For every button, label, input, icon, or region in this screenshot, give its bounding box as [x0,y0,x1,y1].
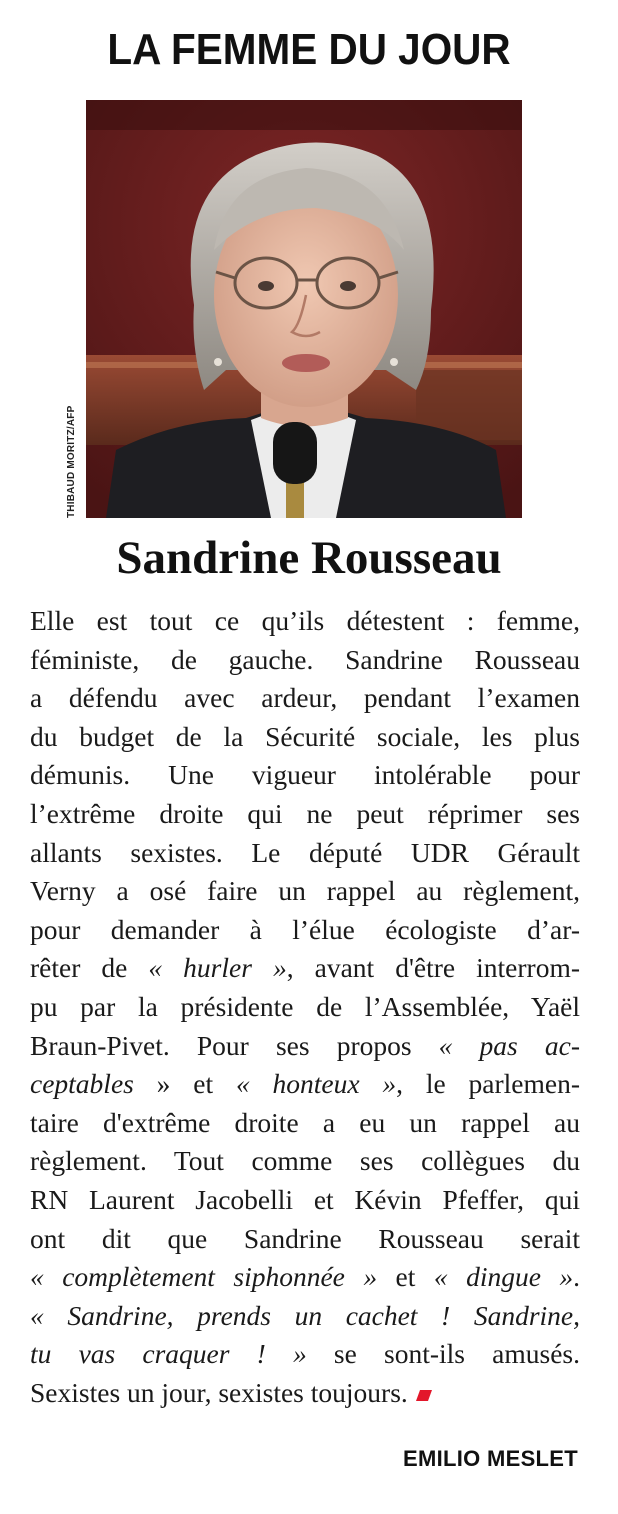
text-segment: , le parlemen- [396,1068,580,1100]
text-segment: pour demander à l’élue écologiste d’ar- [30,913,580,945]
text-segment: Braun-Pivet. Pour ses propos [30,1029,439,1061]
italic-quote: « complètement siphonnée » [30,1261,378,1293]
text-segment: allants sexistes. Le député UDR Gérault [30,836,580,868]
article-line [30,1181,580,1220]
rubric-title: LA FEMME DU JOUR [107,25,511,74]
article-line [30,872,580,911]
article-line [30,1297,580,1336]
article-line [30,718,580,757]
text-segment: féministe, de gauche. Sandrine Rousseau [30,643,580,675]
byline: EMILIO MESLET [402,1446,578,1471]
article-line [30,834,580,873]
text-segment: . [573,1261,580,1293]
text-segment: pu par la présidente de l’Assemblée, Yaël [30,990,580,1022]
text-segment: » et [133,1068,236,1100]
text-segment: Elle est tout ce qu’ils détestent : femme, [30,605,580,636]
text-segment: Sexistes un jour, sexistes toujours. [30,1376,408,1408]
italic-quote: ceptables [30,1068,134,1100]
article-line [30,949,580,988]
end-mark-icon [416,1390,432,1401]
text-segment: démunis. Une vigueur intolérable pour [30,759,580,791]
text-segment: , avant d'être interrom- [286,952,580,984]
italic-quote: tu vas craquer ! » [30,1338,307,1370]
text-segment: ont dit que Sandrine Rousseau serait [30,1222,580,1254]
article-line [30,795,580,834]
article-line [30,1220,580,1259]
text-segment: du budget de la Sécurité sociale, les plus [30,720,580,752]
article-line [30,756,580,795]
text-segment: RN Laurent Jacobelli et Kévin Pfeffer, qui [30,1183,580,1215]
article-line [30,1104,580,1143]
article-line [30,1374,580,1413]
article-line [30,602,580,641]
text-segment: et [377,1261,434,1293]
article-line [30,641,580,680]
article-line [30,1335,580,1374]
article-line [30,988,580,1027]
article-line [30,1142,580,1181]
article-line [30,1065,580,1104]
article-line [30,911,580,950]
italic-quote: « hurler » [148,952,287,984]
text-segment: taire d'extrême droite a eu un rappel au [30,1106,580,1138]
text-segment: rêter de [30,952,149,984]
text-segment: a défendu avec ardeur, pendant l’examen [30,682,580,714]
italic-quote: « pas ac- [438,1029,580,1061]
italic-quote: « dingue » [433,1261,574,1293]
text-segment: Verny a osé faire un rappel au règlement, [30,875,580,907]
portrait-photo [86,100,522,518]
article-headline: Sandrine Rousseau [116,532,502,584]
text-segment: règlement. Tout comme ses collègues du [30,1145,580,1177]
italic-quote: « Sandrine, prends un cachet ! Sandrine, [30,1299,580,1331]
photo-credit: THIBAUD MORITZ/AFP [66,405,77,518]
text-segment: se sont-ils amusés. [306,1338,580,1370]
article-line [30,1027,580,1066]
italic-quote: « honteux » [235,1068,397,1100]
article-body [30,602,580,1412]
text-segment: l’extrême droite qui ne peut réprimer ses [30,797,580,829]
article-line [30,1258,580,1297]
article-line [30,679,580,718]
